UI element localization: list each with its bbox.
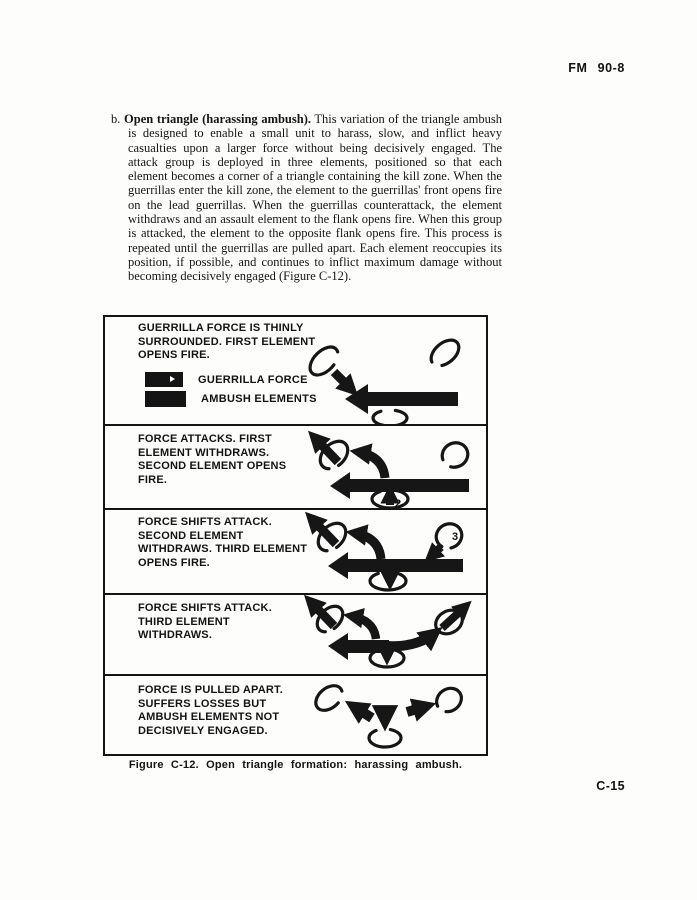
panel-text-line: DECISIVELY ENGAGED. [138,724,268,737]
ambush-element-1-ellipse [311,681,347,716]
guerrilla-force-arrow [328,552,463,579]
panel-text-line: FORCE IS PULLED APART. [138,684,283,696]
diagram-panel-4 [292,595,482,675]
panel-text-line: FORCE ATTACKS. FIRST [138,433,272,445]
ambush-element-2-ellipse [373,410,407,425]
paragraph-open-triangle [111,112,502,284]
panel-text-line: SECOND ELEMENT OPENS [138,460,287,472]
element-number-label: 3 [452,531,459,543]
figure-panel-1 [105,317,486,424]
guerrilla-force-arrow [345,384,458,414]
legend-swatch-ambush-elements [145,391,186,407]
panel-text-line: SECOND ELEMENT [138,529,244,542]
element-3-fire-arrow [430,547,441,557]
panel-text-line: THIRD ELEMENT [138,615,230,628]
legend-row-guerrilla-force [145,372,317,387]
ambush-element-3-ellipse [426,335,463,371]
legend-swatch-guerrilla-force [145,372,183,387]
panel-3-text [138,516,307,570]
guerrilla-attack-arrow [354,533,381,559]
panel-text-line: FORCE SHIFTS ATTACK. [138,602,272,614]
figure-panel-2 [105,424,486,508]
legend-label-ambush-elements: AMBUSH ELEMENTS [201,393,317,405]
panel-4-text [138,602,272,643]
diagram-panel-5 [300,679,478,749]
figure-panel-4 [105,593,486,674]
element-1-fire-arrow [334,372,352,390]
guerrilla-split-arrow-left [353,706,372,718]
ambush-element-2-ellipse [369,729,401,747]
panel-text-line: FIRE. [138,473,168,486]
diagram-panel-3 [292,510,482,595]
page-number: C-15 [596,779,625,793]
panel-2-text [138,433,286,487]
legend-label-guerrilla-force: GUERRILLA FORCE [198,373,308,386]
paragraph-body-text: This variation of the triangle ambush is designed to enable a small unit to harass, slow, and inflict heavy casualties upon a larger force without being decisively engaged. The attack group is deployed in three elements, positioned so that each element becomes a corner of a triangle containing the kill zone. When the guerrillas enter the kill zone, the element to the guerrillas' front opens fire on the lead guerrillas. When the guerrillas counterattack, the element withdraws and an assault element to the flank opens fire. When this group is attacked, the element to the opposite flank opens fire. This process is repeated until the guerrillas are pulled apart. Each element reoccupies its position, if possible, and continues to inflict maximum damage without becoming decisively engaged (Figure C-12). [128,112,502,284]
panel-5-text [138,684,283,738]
panel-text-line: AMBUSH ELEMENTS NOT [138,711,280,723]
panel-text-line: GUERRILLA FORCE IS THINLY [138,322,304,334]
panel-text-line: OPENS FIRE. [138,349,210,361]
panel-text-line: FORCE SHIFTS ATTACK. [138,516,272,528]
panel-1-text [138,322,315,363]
figure-panel-5 [105,674,486,746]
panel-text-line: SUFFERS LOSSES BUT [138,697,267,710]
guerrilla-attack-arrow [351,616,376,639]
panel-text-line: WITHDRAWS. THIRD ELEMENT [138,543,308,555]
guerrilla-force-arrow [330,472,469,499]
list-item-marker: b. [111,112,121,126]
figure-caption: Figure C-12. Open triangle formation: harassing ambush. [128,759,463,771]
guerrilla-shift-arrow [386,633,435,646]
diagram-panel-2 [292,426,482,510]
document-id-header: FM 90-8 [568,61,625,75]
panel-text-line: OPENS FIRE. [138,556,210,569]
element-number-label: 2 [395,498,402,510]
figure-panel-3 [105,508,486,593]
guerrilla-split-arrow-right [407,706,427,712]
ambush-element-3-ellipse [432,684,466,717]
ambush-element-3-ellipse [438,438,472,471]
panel-text-line: SURROUNDED. FIRST ELEMENT [138,335,316,348]
panel-text-line: WITHDRAWS. [138,629,213,641]
figure-legend [145,372,317,411]
legend-row-ambush-elements [145,391,317,407]
figure-c12 [103,315,488,756]
panel-text-line: ELEMENT WITHDRAWS. [138,446,270,459]
paragraph-bold-lead: Open triangle (harassing ambush). [124,112,311,126]
diagram-panel-1 [292,327,482,425]
guerrilla-attack-arrow [358,452,385,478]
